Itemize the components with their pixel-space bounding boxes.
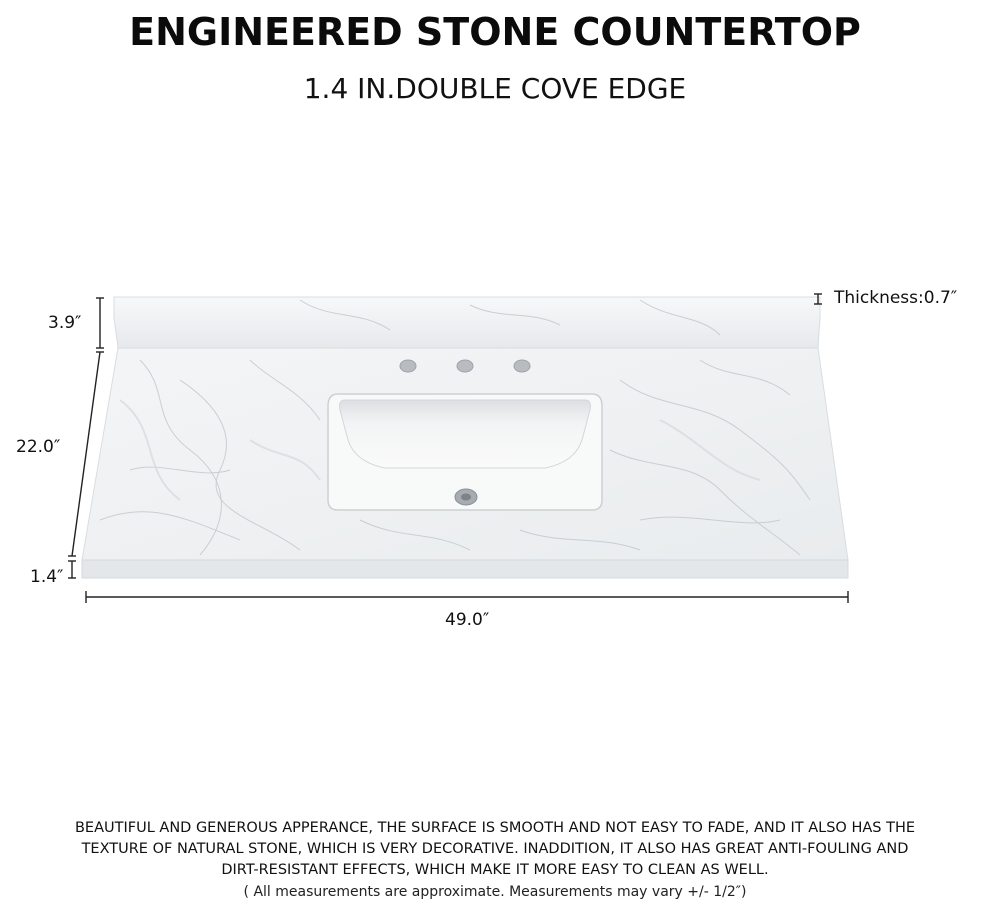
product-description bbox=[0, 818, 990, 881]
thickness-label: Thickness:0.7″ bbox=[834, 288, 958, 308]
description-line-1: BEAUTIFUL AND GENEROUS APPERANCE, THE SURFACE IS SMOOTH AND NOT EASY TO FADE, AND IT ALSO HAS THE bbox=[74, 820, 916, 836]
page-title: ENGINEERED STONE COUNTERTOP bbox=[129, 10, 861, 54]
measurement-note: ( All measurements are approximate. Measurements may vary +/- 1/2″) bbox=[243, 884, 747, 900]
description-line-2: TEXTURE OF NATURAL STONE, WHICH IS VERY DECORATIVE. INADDITION, IT ALSO HAS GREAT ANTI-FOULING AND bbox=[81, 841, 909, 857]
edge-height-label: 1.4″ bbox=[30, 567, 64, 587]
faucet-hole-left bbox=[400, 360, 416, 372]
width-label: 49.0″ bbox=[445, 610, 490, 630]
backsplash bbox=[114, 297, 820, 348]
undermount-sink bbox=[328, 394, 602, 510]
front-edge bbox=[82, 560, 848, 578]
backsplash-height-label: 3.9″ bbox=[48, 313, 82, 333]
depth-label: 22.0″ bbox=[16, 437, 61, 457]
faucet-hole-right bbox=[514, 360, 530, 372]
faucet-hole-center bbox=[457, 360, 473, 372]
page-subtitle: 1.4 IN.DOUBLE COVE EDGE bbox=[303, 72, 687, 105]
description-line-3: DIRT-RESISTANT EFFECTS, WHICH MAKE IT MORE EASY TO CLEAN AS WELL. bbox=[221, 862, 769, 878]
